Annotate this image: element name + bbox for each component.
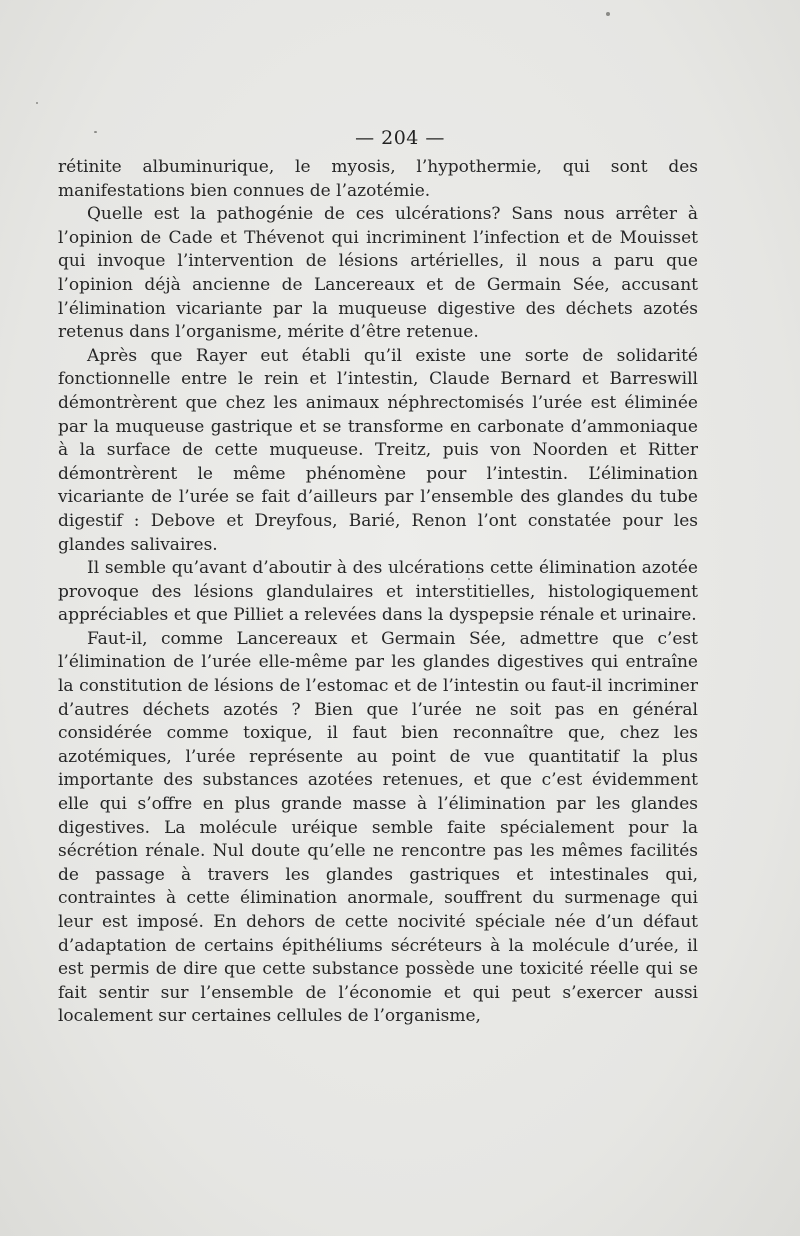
page-number: — 204 — — [355, 127, 445, 149]
paragraph-2: Quelle est la pathogénie de ces ulcérations? Sans nous arrêter à l’opinion de Cade et Thévenot qui incriminent l’infection et de Mouisset qui invoque l’intervention de lésions artérielles, il nous a paru que l’opinion déjà ancienne de Lancereaux et de Germain Sée, accusant l’élimination vicariante par la muqueuse digestive des déchets azotés retenus dans l’organisme, mérite d’être retenue. — [58, 204, 698, 343]
paragraph-5: Faut-il, comme Lancereaux et Germain Sée, admettre que c’est l’élimination de l’urée elle-même par les glandes digestives qui entraîne la constitution de lésions de l’estomac et de l’intestin ou faut-il incriminer d’autres déchets azotés ? Bien que l’urée ne soit pas en général considérée comme toxique, il faut bien reconnaître que, chez les azotémiques, l’urée représente au point de vue quantitatif la plus importante des substances azotées retenues, et que c’est évidemment elle qui s’offre en plus grande masse à l’élimination par les glandes digestives. La molécule uréique semble faite spécialement pour la sécrétion rénale. Nul doute qu’elle ne rencontre pas les mêmes facilités de passage à travers les glandes gastriques et intestinales qui, contraintes à cette élimination anormale, souffrent du surmenage qui leur est imposé. En dehors de cette nocivité spéciale née d’un défaut d’adaptation de certains épithéliums sécréteurs à la molécule d’urée, il est permis de dire que cette substance possède une toxicité réelle qui se fait sentir sur l’ensemble de l’économie et qui peut s’exercer aussi localement sur certaines cellules de l’organisme, — [58, 628, 698, 1027]
ink-speck — [606, 12, 610, 16]
paragraph-1: rétinite albuminurique, le myosis, l’hypothermie, qui sont des manifestations bien connues de l’azotémie. — [58, 157, 698, 201]
paragraph-4: Il semble qu’avant d’aboutir à des ulcérations cette élimination azotée provoque des lésions glandulaires et interstitielles, histologiquement appréciables et que Pilliet a relevées dans la dyspepsie rénale et urinaire. — [58, 558, 698, 626]
body-text — [58, 156, 698, 1029]
paragraph-3: Après que Rayer eut établi qu’il existe une sorte de solidarité fonctionnelle entre le rein et l’intestin, Claude Bernard et Barreswill démontrèrent que chez les animaux néphrectomisés l’urée est éliminée par la muqueuse gastrique et se transforme en carbonate d’ammoniaque à la surface de cette muqueuse. Treitz, puis von Noorden et Ritter démontrèrent le même phénomène pour l’intestin. L’élimination vicariante de l’urée se fait d’ailleurs par l’ensemble des glandes du tube digestif : Debove et Dreyfous, Barié, Renon l’ont constatée pour les glandes salivaires. — [58, 345, 698, 555]
ink-speck — [36, 102, 38, 104]
